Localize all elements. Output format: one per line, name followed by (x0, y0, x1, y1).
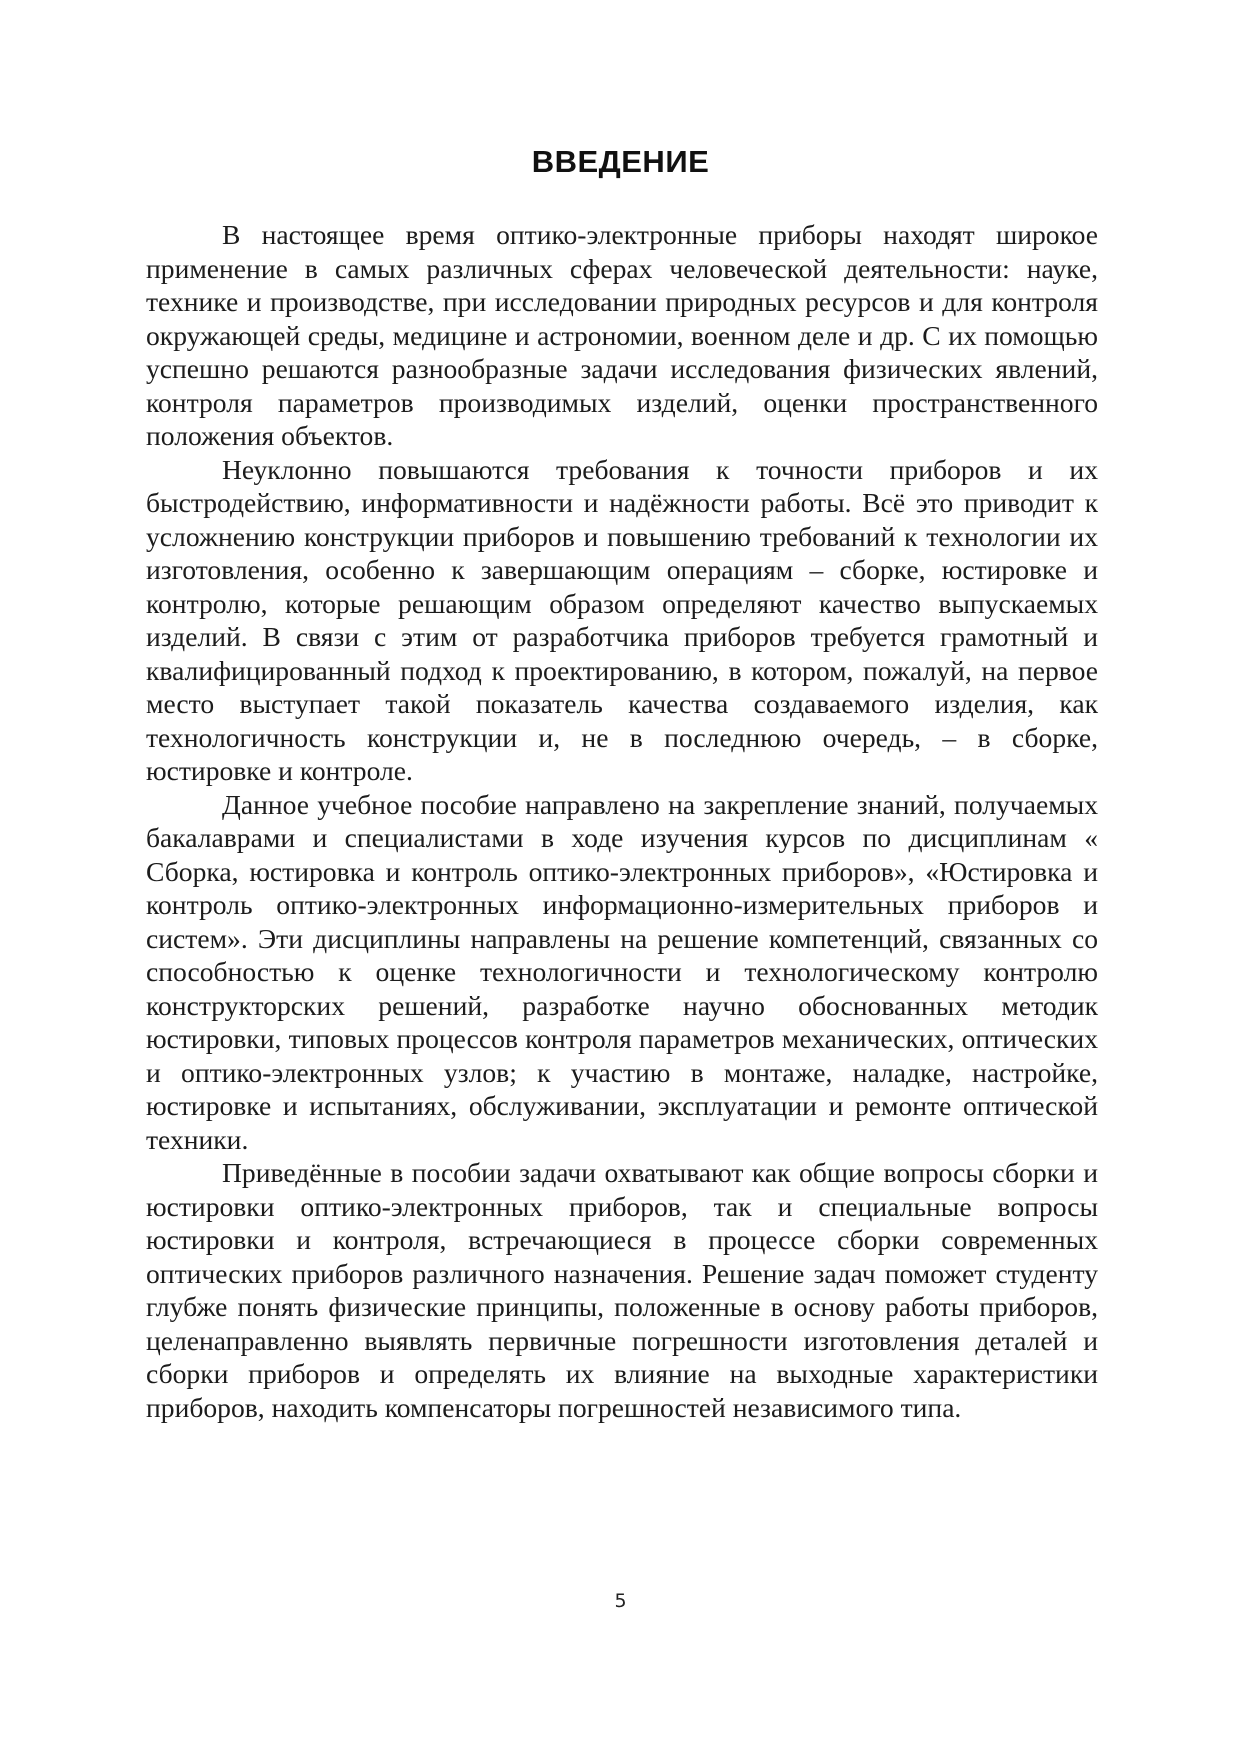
page-number: 5 (614, 1590, 627, 1612)
body-text (146, 218, 1098, 1424)
paragraph-2: Неуклонно повышаются требования к точности приборов и их быстродействию, информативности и надёжности работы. Всё это приводит к усложнению конструкции приборов и повышению требований к технологии их изготовления, особенно к завершающим операциям – сборке, юстировке и контролю, которые решающим образом определяют качество выпускаемых изделий. В связи с этим от разработчика приборов требуется грамотный и квалифицированный подход к проектированию, в котором, пожалуй, на первое место выступает такой показатель качества создаваемого изделия, как технологичность конструкции и, не в последнюю очередь, – в сборке, юстировке и контроле. (146, 453, 1098, 786)
paragraph-1: В настоящее время оптико-электронные приборы находят широкое применение в самых различных сферах человеческой деятельности: науке, технике и производстве, при исследовании природных ресурсов и для контроля окружающей среды, медицине и астрономии, военном деле и др. С их помощью успешно решаются разнообразные задачи исследования физических явлений, контроля параметров производимых изделий, оценки пространственного положения объектов. (146, 219, 1098, 451)
paragraph-4: Приведённые в пособии задачи охватывают как общие вопросы сборки и юстировки оптико-электронных приборов, так и специальные вопросы юстировки и контроля, встречающиеся в процессе сборки современных оптических приборов различного назначения. Решение задач поможет студенту глубже понять физические принципы, положенные в основу работы приборов, целенаправленно выявлять первичные погрешности изготовления деталей и сборки приборов и определять их влияние на выходные характеристики приборов, находить компенсаторы погрешностей независимого типа. (146, 1157, 1098, 1423)
paragraph-3: Данное учебное пособие направлено на закрепление знаний, получаемых бакалаврами и специалистами в ходе изучения курсов по дисциплинам « Сборка, юстировка и контроль оптико-электронных приборов», «Юстировка и контроль оптико-электронных информационно-измерительных приборов и систем». Эти дисциплины направлены на решение компетенций, связанных со способностью к оценке технологичности и технологическому контролю конструкторских решений, разработке научно обоснованных методик юстировки, типовых процессов контроля параметров механических, оптических и оптико-электронных узлов; к участию в монтаже, наладке, настройке, юстировке и испытаниях, обслуживании, эксплуатации и ремонте оптической техники. (146, 788, 1098, 1155)
section-heading: ВВЕДЕНИЕ (531, 144, 710, 179)
